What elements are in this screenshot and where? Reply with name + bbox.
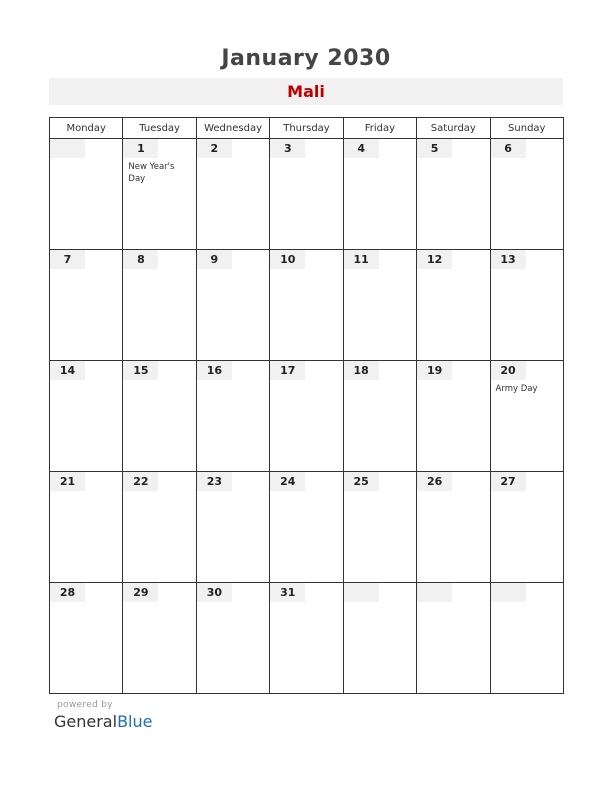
day-number: 11 [344, 250, 379, 269]
day-cell [50, 361, 123, 472]
day-number: 25 [344, 472, 379, 491]
day-cell [123, 583, 196, 694]
day-cell [343, 250, 416, 361]
day-cell [490, 139, 563, 250]
country-banner [49, 78, 563, 105]
day-number: 23 [197, 472, 232, 491]
brand-part-blue: Blue [117, 712, 153, 731]
day-cell [50, 139, 123, 250]
day-number: 15 [123, 361, 158, 380]
day-number: 8 [123, 250, 158, 269]
day-number: 6 [491, 139, 526, 158]
day-number: 9 [197, 250, 232, 269]
weekday-header: Thursday [270, 118, 343, 139]
day-number: 13 [491, 250, 526, 269]
calendar-title: January 2030 [221, 46, 391, 71]
day-cell [417, 472, 490, 583]
day-cell [123, 361, 196, 472]
day-cell [196, 583, 269, 694]
day-number: 21 [50, 472, 85, 491]
week-row [50, 583, 564, 694]
day-number: 30 [197, 583, 232, 602]
day-number: 27 [491, 472, 526, 491]
day-number: 1 [123, 139, 158, 158]
day-cell [343, 139, 416, 250]
weekday-header: Friday [343, 118, 416, 139]
day-cell [270, 472, 343, 583]
day-number: 24 [270, 472, 305, 491]
day-number [491, 583, 526, 602]
day-cell [196, 361, 269, 472]
day-cell [196, 250, 269, 361]
day-number: 26 [417, 472, 452, 491]
day-number: 14 [50, 361, 85, 380]
weekday-header: Wednesday [196, 118, 269, 139]
day-cell [417, 250, 490, 361]
weekday-header-row [50, 118, 564, 139]
country-name: Mali [287, 82, 325, 101]
holiday-label: New Year's Day [128, 162, 175, 184]
day-number [50, 139, 85, 158]
day-cell [343, 583, 416, 694]
day-cell [343, 472, 416, 583]
day-cell [50, 250, 123, 361]
day-cell [417, 139, 490, 250]
day-cell [196, 139, 269, 250]
brand-part-general: General [54, 712, 118, 731]
day-cell [270, 361, 343, 472]
weekday-header: Saturday [417, 118, 490, 139]
generalblue-logo[interactable] [54, 712, 152, 731]
day-cell [490, 583, 563, 694]
calendar-grid [49, 117, 564, 694]
day-cell [123, 472, 196, 583]
day-number [417, 583, 452, 602]
day-number: 16 [197, 361, 232, 380]
day-cell [270, 139, 343, 250]
week-row [50, 361, 564, 472]
day-cell [417, 583, 490, 694]
day-cell [123, 139, 196, 250]
day-number: 5 [417, 139, 452, 158]
weekday-header: Tuesday [123, 118, 196, 139]
day-number: 2 [197, 139, 232, 158]
day-number: 19 [417, 361, 452, 380]
week-row [50, 139, 564, 250]
day-cell [490, 472, 563, 583]
day-cell [417, 361, 490, 472]
day-number: 3 [270, 139, 305, 158]
weekday-header: Sunday [490, 118, 563, 139]
day-number [344, 583, 379, 602]
day-cell [123, 250, 196, 361]
day-number: 7 [50, 250, 85, 269]
powered-by-text: powered by [57, 700, 113, 710]
holiday-label: Army Day [495, 384, 538, 394]
day-number: 22 [123, 472, 158, 491]
day-number: 18 [344, 361, 379, 380]
week-row [50, 250, 564, 361]
day-number: 29 [123, 583, 158, 602]
day-number: 28 [50, 583, 85, 602]
day-cell [270, 250, 343, 361]
day-cell [50, 583, 123, 694]
day-number: 20 [491, 361, 526, 380]
week-row [50, 472, 564, 583]
day-cell [196, 472, 269, 583]
day-cell [270, 583, 343, 694]
day-number: 31 [270, 583, 305, 602]
day-cell [490, 250, 563, 361]
day-number: 10 [270, 250, 305, 269]
day-number: 12 [417, 250, 452, 269]
day-number: 17 [270, 361, 305, 380]
day-number: 4 [344, 139, 379, 158]
day-cell [343, 361, 416, 472]
day-cell [50, 472, 123, 583]
day-cell [490, 361, 563, 472]
weekday-header: Monday [50, 118, 123, 139]
